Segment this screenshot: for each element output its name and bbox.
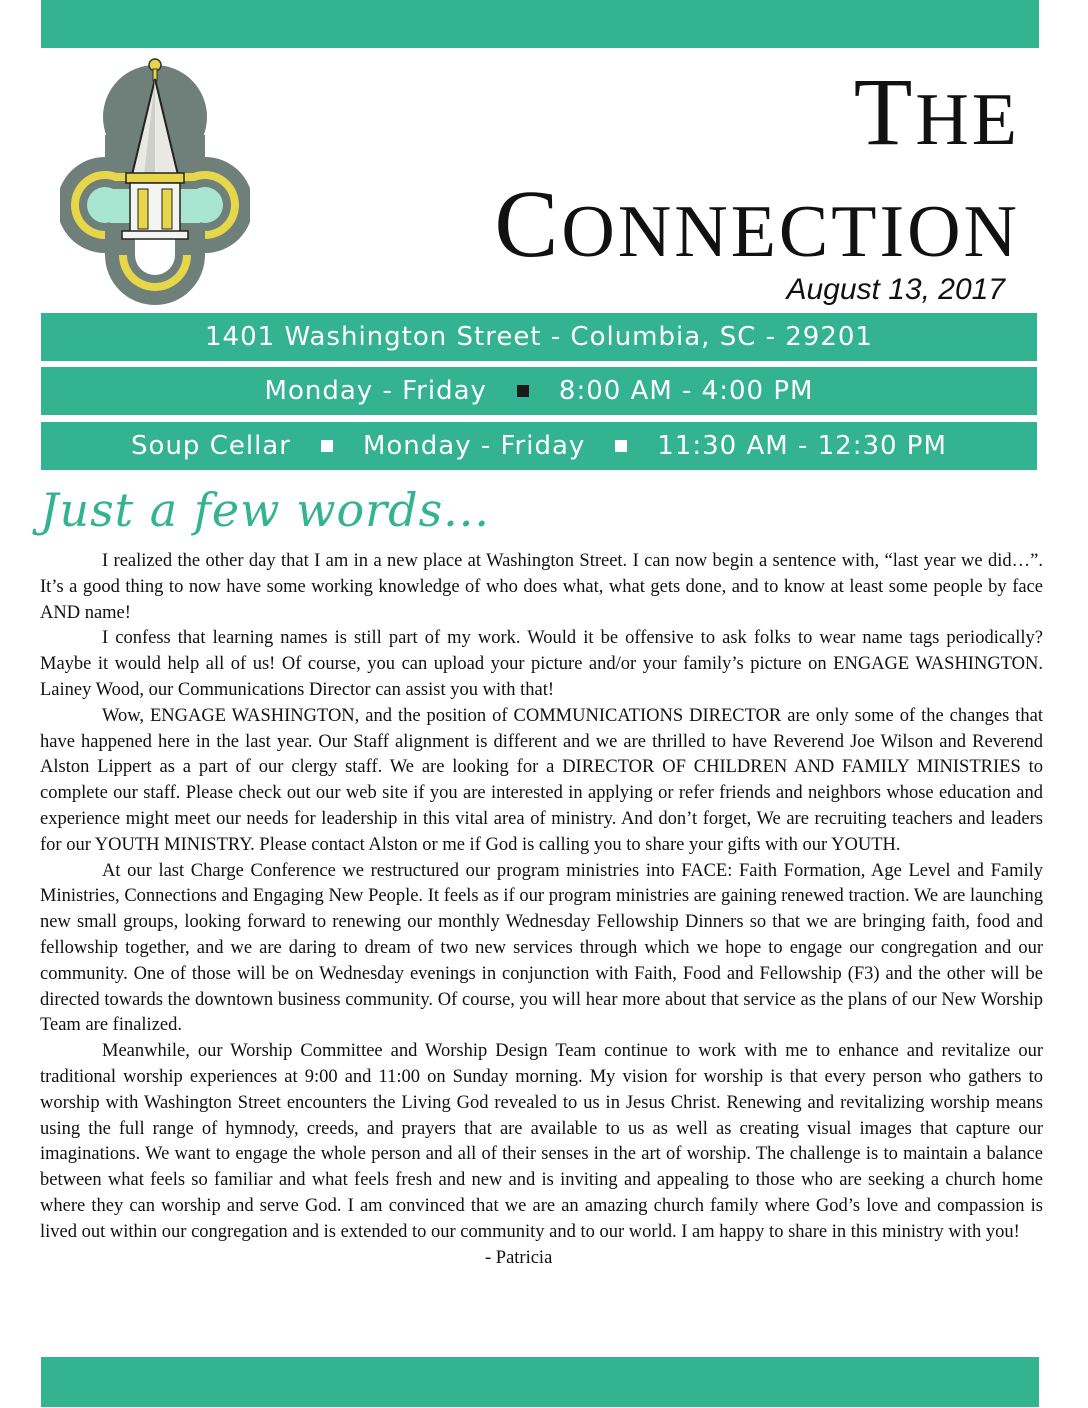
- letter-paragraph: Meanwhile, our Worship Committee and Worship Design Team continue to work with me to enhance and revitalize our traditional worship experiences at 9:00 and 11:00 on Sunday morning. My vision for worship is that every person who gathers to worship with Washington Street encounters the Living God revealed to us in Jesus Christ. Renewing and revitalizing worship means using the full range of hymnody, creeds, and prayers that are available to us as well as creating visual images that capture our imaginations. We want to engage the whole person and all of their senses in the art of worship. The challenge is to maintain a balance between what feels so familiar and what feels fresh and new and is inviting and appealing to those who are seeking a church home where they can worship and serve God. I am convinced that we are an amazing church family where God’s love and compassion is lived out within our congregation and is extended to our community and to our world. I am happy to share in this ministry with you!: [40, 1041, 1043, 1242]
- letter-paragraph: At our last Charge Conference we restructured our program ministries into FACE: Faith Formation, Age Level and Family Ministries, Connections and Engaging New People. It feels as if our program ministries are gaining renewed traction. We are launching new small groups, looking forward to renewing our monthly Wednesday Fellowship Dinners so that we are bringing faith, food and fellowship together, and we are daring to dream of two new services through which we hope to engage our congregation and our community. One of those will be on Wednesday evenings in conjunction with Faith, Food and Fellowship (F3) and the other will be directed towards the downtown business community. Of course, you will hear more about that service as the plans of our New Worship Team are finalized.: [40, 860, 1043, 1036]
- newsletter-title-line1: THE: [853, 58, 1020, 165]
- soup-cellar-hours: 11:30 AM - 12:30 PM: [657, 431, 947, 461]
- soup-cellar-days: Monday - Friday: [362, 431, 586, 461]
- article-heading: Just a few words...: [40, 483, 491, 537]
- church-address: 1401 Washington Street - Columbia, SC - 29201: [205, 322, 873, 352]
- office-hours: 8:00 AM - 4:00 PM: [558, 376, 814, 406]
- top-accent-band: [41, 0, 1039, 48]
- bottom-accent-band: [41, 1357, 1039, 1407]
- letter-paragraph: I confess that learning names is still part of my work. Would it be offensive to ask folks to wear name tags periodically? Maybe it would help all of us! Of course, you can upload your picture and/or your family’s picture on ENGAGE WASHINGTON. Lainey Wood, our Communications Director can assist you with that!: [40, 628, 1043, 700]
- letter-signature: - Patricia: [485, 1247, 553, 1268]
- square-bullet-icon: [321, 440, 333, 452]
- address-bar: [41, 313, 1037, 361]
- letter-paragraph: I realized the other day that I am in a new place at Washington Street. I can now begin a sentence with, “last year we did…”. It’s a good thing to now have some working knowledge of who does what, what gets done, and to know at least some people by face AND name!: [40, 551, 1043, 623]
- square-bullet-icon: [615, 440, 627, 452]
- office-hours-bar: [41, 367, 1037, 415]
- letter-paragraph: Wow, ENGAGE WASHINGTON, and the position of COMMUNICATIONS DIRECTOR are only some of the changes that have happened here in the last year. Our Staff alignment is different and we are thrilled to have Reverend Joe Wilson and Reverend Alston Lippert as a part of our clergy staff. We are looking for a DIRECTOR OF CHILDREN AND FAMILY MINISTRIES to complete our staff. Please check out our web site if you are interested in applying or refer friends and neighbors whose education and experience might meet our needs for leadership in this vital area of ministry. And don’t forget, We are recruiting teachers and leaders for our YOUTH MINISTRY. Please contact Alston or me if God is calling you to share your gifts with our YOUTH.: [40, 705, 1043, 855]
- square-bullet-icon: [517, 385, 529, 397]
- soup-cellar-bar: [41, 422, 1037, 470]
- pastor-letter: [40, 549, 1043, 1271]
- office-days: Monday - Friday: [264, 376, 487, 406]
- newsletter-title-line2: CONNECTION: [494, 170, 1020, 277]
- soup-cellar-label: Soup Cellar: [131, 431, 291, 461]
- issue-date: August 13, 2017: [786, 273, 1005, 306]
